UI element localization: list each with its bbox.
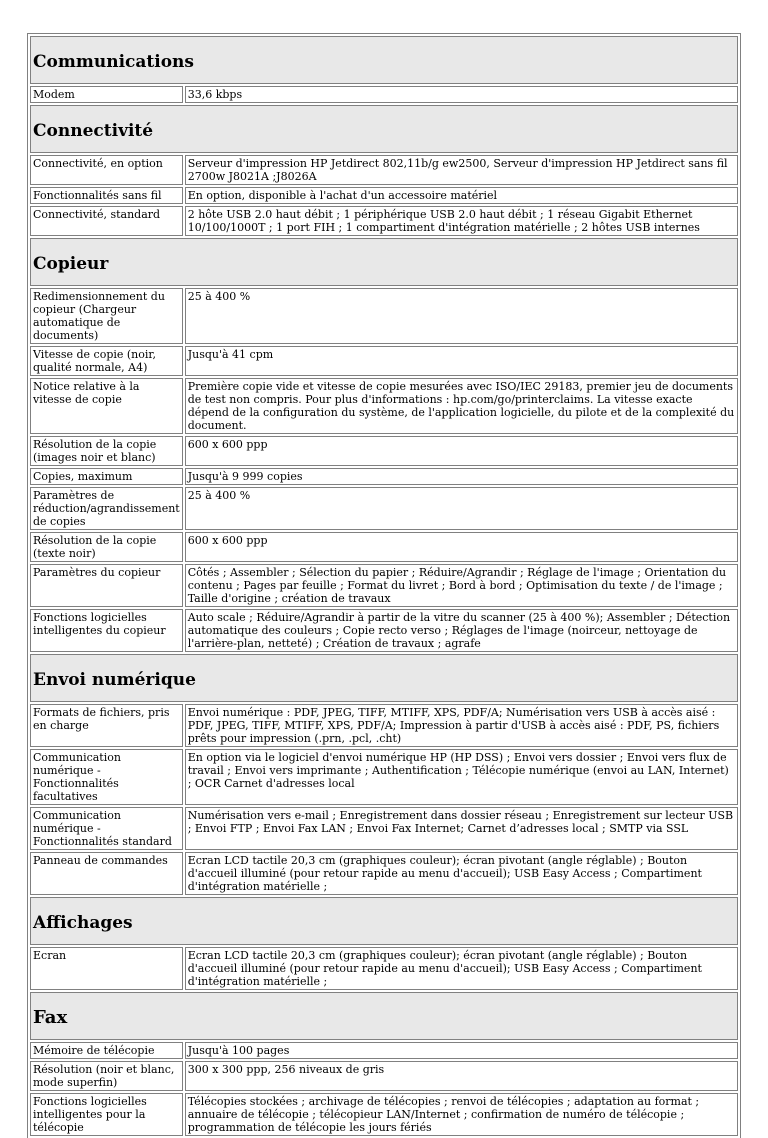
section-header-row (30, 36, 738, 84)
row-label: Connectivité, standard (30, 206, 183, 236)
section-title-text: Envoi numérique (33, 669, 196, 690)
table-row (30, 749, 738, 805)
section-title-text: Communications (33, 51, 194, 72)
table-row (30, 609, 738, 652)
table-row (30, 704, 738, 747)
row-label: Notice relative à la vitesse de copie (30, 378, 183, 434)
section-title (30, 897, 738, 945)
row-value: Jusqu'à 9 999 copies (185, 468, 738, 485)
section-header-row (30, 992, 738, 1040)
row-value: En option via le logiciel d'envoi numérique HP (HP DSS) ; Envoi vers dossier ; Envoi vers flux de travail ; Envoi vers imprimante ; Authentification ; Télécopie numérique (envoi au LAN, Internet) ; OCR Carnet d'adresses local (185, 749, 738, 805)
spec-table (27, 33, 741, 1138)
row-value: 2 hôte USB 2.0 haut débit ; 1 périphérique USB 2.0 haut débit ; 1 réseau Gigabit Ethernet 10/100/1000T ; 1 port FIH ; 1 compartiment d'intégration matérielle ; 2 hôtes USB internes (185, 206, 738, 236)
row-label: Résolution de la copie (images noir et blanc) (30, 436, 183, 466)
row-label: Formats de fichiers, pris en charge (30, 704, 183, 747)
section-header-row (30, 105, 738, 153)
table-row (30, 564, 738, 607)
row-value: En option, disponible à l'achat d'un accessoire matériel (185, 187, 738, 204)
section-title (30, 992, 738, 1040)
row-label: Fonctionnalités sans fil (30, 187, 183, 204)
row-value: Jusqu'à 41 cpm (185, 346, 738, 376)
table-row (30, 947, 738, 990)
table-row (30, 852, 738, 895)
row-label: Fonctions logicielles intelligentes pour la télécopie (30, 1093, 183, 1136)
section-title-text: Copieur (33, 253, 109, 274)
row-value: Première copie vide et vitesse de copie mesurées avec ISO/IEC 29183, premier jeu de documents de test non compris. Pour plus d'informations : hp.com/go/printerclaims. La vitesse exacte dépend de la configuration du système, de l'application logicielle, du pilote et de la complexité du document. (185, 378, 738, 434)
table-row (30, 1042, 738, 1059)
row-value: Serveur d'impression HP Jetdirect 802,11b/g ew2500, Serveur d'impression HP Jetdirect sans fil 2700w J8021A ;J8026A (185, 155, 738, 185)
table-row (30, 1061, 738, 1091)
table-row (30, 206, 738, 236)
table-row (30, 532, 738, 562)
row-value: Côtés ; Assembler ; Sélection du papier ; Réduire/Agrandir ; Réglage de l'image ; Orientation du contenu ; Pages par feuille ; Format du livret ; Bord à bord ; Optimisation du texte / de l'image ; Taille d'origine ; création de travaux (185, 564, 738, 607)
row-value: Ecran LCD tactile 20,3 cm (graphiques couleur); écran pivotant (angle réglable) ; Bouton d'accueil illuminé (pour retour rapide au menu d'accueil); USB Easy Access ; Compartiment d'intégration matérielle ; (185, 852, 738, 895)
row-label: Résolution (noir et blanc, mode superfin) (30, 1061, 183, 1091)
section-header-row (30, 897, 738, 945)
row-label: Communication numérique - Fonctionnalités standard (30, 807, 183, 850)
row-value: 300 x 300 ppp, 256 niveaux de gris (185, 1061, 738, 1091)
row-label: Modem (30, 86, 183, 103)
row-label: Redimensionnement du copieur (Chargeur automatique de documents) (30, 288, 183, 344)
row-value: Ecran LCD tactile 20,3 cm (graphiques couleur); écran pivotant (angle réglable) ; Bouton d'accueil illuminé (pour retour rapide au menu d'accueil); USB Easy Access ; Compartiment d'intégration matérielle ; (185, 947, 738, 990)
row-label: Résolution de la copie (texte noir) (30, 532, 183, 562)
table-row (30, 378, 738, 434)
table-row (30, 86, 738, 103)
table-row (30, 346, 738, 376)
section-title (30, 105, 738, 153)
row-label: Connectivité, en option (30, 155, 183, 185)
row-value: 600 x 600 ppp (185, 436, 738, 466)
section-title-text: Affichages (33, 912, 133, 933)
row-label: Vitesse de copie (noir, qualité normale, A4) (30, 346, 183, 376)
section-title-text: Fax (33, 1006, 68, 1028)
row-value: Télécopies stockées ; archivage de télécopies ; renvoi de télécopies ; adaptation au format ; annuaire de télécopie ; télécopieur LAN/Internet ; confirmation de numéro de télécopie ; programmation de télécopie les jours fériés (185, 1093, 738, 1136)
table-row (30, 288, 738, 344)
section-header-row (30, 654, 738, 702)
row-label: Fonctions logicielles intelligentes du copieur (30, 609, 183, 652)
section-title (30, 238, 738, 286)
section-title (30, 36, 738, 84)
row-value: Envoi numérique : PDF, JPEG, TIFF, MTIFF, XPS, PDF/A; Numérisation vers USB à accès aisé : PDF, JPEG, TIFF, MTIFF, XPS, PDF/A; Impression à partir d'USB à accès aisé : PDF, PS, fichiers prêts pour impression (.prn, .pcl, .cht) (185, 704, 738, 747)
table-row (30, 436, 738, 466)
row-value: Auto scale ; Réduire/Agrandir à partir de la vitre du scanner (25 à 400 %); Assembler ; Détection automatique des couleurs ; Copie recto verso ; Réglages de l'image (noirceur, nettoyage de l'arrière-plan, netteté) ; Création de travaux ; agrafe (185, 609, 738, 652)
row-value: 600 x 600 ppp (185, 532, 738, 562)
section-title (30, 654, 738, 702)
row-value: Numérisation vers e-mail ; Enregistrement dans dossier réseau ; Enregistrement sur lecteur USB ; Envoi FTP ; Envoi Fax LAN ; Envoi Fax Internet; Carnet d’adresses local ; SMTP via SSL (185, 807, 738, 850)
table-row (30, 155, 738, 185)
row-value: 33,6 kbps (185, 86, 738, 103)
row-value: Jusqu'à 100 pages (185, 1042, 738, 1059)
row-label: Communication numérique - Fonctionnalités facultatives (30, 749, 183, 805)
row-value: 25 à 400 % (185, 288, 738, 344)
row-label: Panneau de commandes (30, 852, 183, 895)
row-label: Paramètres du copieur (30, 564, 183, 607)
row-label: Mémoire de télécopie (30, 1042, 183, 1059)
table-row (30, 1093, 738, 1136)
row-label: Ecran (30, 947, 183, 990)
row-label: Paramètres de réduction/agrandissement de copies (30, 487, 183, 530)
row-value: 25 à 400 % (185, 487, 738, 530)
section-title-text: Connectivité (33, 120, 154, 141)
table-row (30, 187, 738, 204)
row-label: Copies, maximum (30, 468, 183, 485)
table-row (30, 468, 738, 485)
section-header-row (30, 238, 738, 286)
table-row (30, 807, 738, 850)
table-row (30, 487, 738, 530)
